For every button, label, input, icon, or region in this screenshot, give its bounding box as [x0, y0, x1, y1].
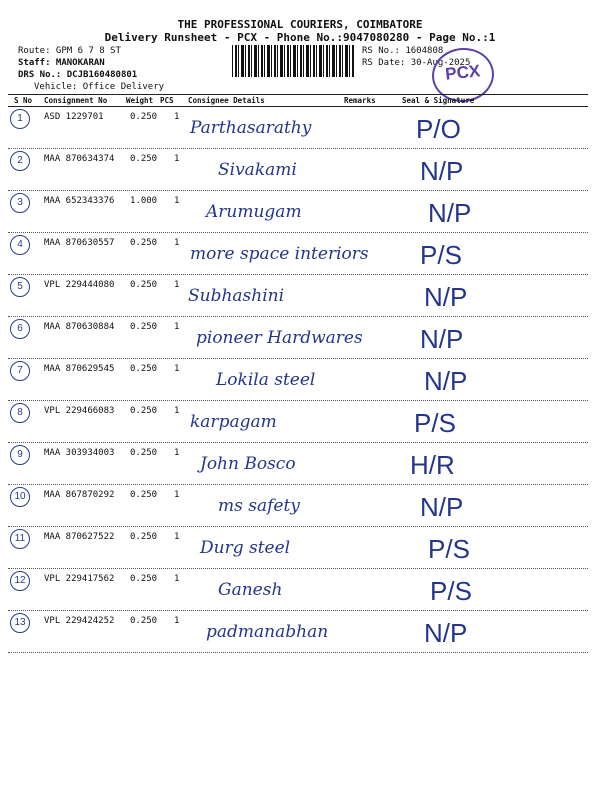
col-pcs: PCS — [160, 96, 174, 105]
consignee-handwritten: Ganesh — [218, 580, 283, 600]
consignee-handwritten: Parthasarathy — [190, 118, 312, 138]
consignment-number: MAA 870630557 — [44, 238, 115, 248]
weight-value: 0.250 — [130, 616, 158, 626]
weight-value: 0.250 — [130, 154, 158, 164]
consignment-number: MAA 870629545 — [44, 364, 115, 374]
row-divider — [8, 400, 588, 401]
signature-handwritten: P/S — [414, 408, 456, 438]
row-divider — [8, 274, 588, 275]
pcs-value: 1 — [174, 322, 180, 332]
pcx-stamp: PCX — [429, 45, 496, 105]
signature-handwritten: H/R — [410, 450, 455, 480]
pcs-value: 1 — [174, 154, 180, 164]
pcs-value: 1 — [174, 574, 180, 584]
col-consignment: Consignment No — [44, 96, 108, 105]
rs-number: RS No.: 1604808 — [362, 46, 444, 56]
consignee-handwritten: pioneer Hardwares — [196, 328, 363, 348]
row-divider — [8, 484, 588, 485]
row-number-circle: 1 — [10, 109, 30, 129]
col-weight: Weight — [126, 96, 154, 105]
row-number-circle: 4 — [10, 235, 30, 255]
pcs-value: 1 — [174, 532, 180, 542]
consignment-number: MAA 870630884 — [44, 322, 115, 332]
row-divider — [8, 526, 588, 527]
signature-handwritten: N/P — [424, 618, 468, 648]
staff-label: Staff: MANOKARAN — [18, 58, 105, 68]
weight-value: 0.250 — [130, 322, 158, 332]
consignee-handwritten: Lokila steel — [216, 370, 316, 390]
pcs-value: 1 — [174, 196, 180, 206]
consignment-number: VPL 229417562 — [44, 574, 115, 584]
signature-handwritten: N/P — [420, 492, 464, 522]
consignment-number: MAA 870627522 — [44, 532, 115, 542]
pcs-value: 1 — [174, 448, 180, 458]
weight-value: 0.250 — [130, 406, 158, 416]
signature-handwritten: N/P — [424, 282, 468, 312]
pcs-value: 1 — [174, 616, 180, 626]
row-number-circle: 2 — [10, 151, 30, 171]
row-number-circle: 11 — [10, 529, 30, 549]
consignment-number: MAA 870634374 — [44, 154, 115, 164]
row-number-circle: 5 — [10, 277, 30, 297]
vehicle-label: Vehicle: Office Delivery — [34, 82, 165, 92]
signature-handwritten: P/O — [416, 114, 461, 144]
weight-value: 0.250 — [130, 490, 158, 500]
col-sno: S No — [14, 96, 33, 105]
col-consignee: Consignee Details — [188, 96, 265, 105]
signature-handwritten: P/S — [430, 576, 472, 606]
row-number-circle: 6 — [10, 319, 30, 339]
consignee-handwritten: ms safety — [218, 496, 300, 516]
signature-handwritten: N/P — [424, 366, 468, 396]
signature-handwritten: N/P — [420, 156, 464, 186]
signature-handwritten: N/P — [420, 324, 464, 354]
consignee-handwritten: Sivakami — [218, 160, 297, 180]
header-divider — [8, 94, 588, 95]
rs-date: RS Date: 30-Aug-2025 — [362, 58, 471, 68]
pcs-value: 1 — [174, 364, 180, 374]
weight-value: 0.250 — [130, 448, 158, 458]
company-title: THE PROFESSIONAL COURIERS, COIMBATORE — [177, 18, 423, 31]
consignee-handwritten: Durg steel — [200, 538, 291, 558]
row-number-circle: 12 — [10, 571, 30, 591]
consignment-number: VPL 229466083 — [44, 406, 115, 416]
row-divider — [8, 610, 588, 611]
row-divider — [8, 568, 588, 569]
consignee-handwritten: more space interiors — [190, 244, 369, 264]
row-number-circle: 13 — [10, 613, 30, 633]
signature-handwritten: N/P — [428, 198, 472, 228]
weight-value: 0.250 — [130, 532, 158, 542]
consignment-number: VPL 229424252 — [44, 616, 115, 626]
col-remarks: Remarks — [344, 96, 376, 105]
row-number-circle: 9 — [10, 445, 30, 465]
weight-value: 0.250 — [130, 364, 158, 374]
row-divider — [8, 442, 588, 443]
pcs-value: 1 — [174, 490, 180, 500]
pcs-value: 1 — [174, 238, 180, 248]
consignment-number: ASD 1229701 — [44, 112, 104, 122]
consignment-number: MAA 303934003 — [44, 448, 115, 458]
consignment-number: VPL 229444080 — [44, 280, 115, 290]
pcs-value: 1 — [174, 112, 180, 122]
consignee-handwritten: John Bosco — [200, 454, 296, 474]
row-divider — [8, 652, 588, 653]
row-divider — [8, 232, 588, 233]
col-seal: Seal & Signature — [402, 96, 475, 105]
row-number-circle: 7 — [10, 361, 30, 381]
signature-handwritten: P/S — [428, 534, 470, 564]
weight-value: 0.250 — [130, 574, 158, 584]
consignee-handwritten: karpagam — [190, 412, 277, 432]
consignment-number: MAA 652343376 — [44, 196, 115, 206]
barcode — [232, 45, 354, 77]
consignee-handwritten: padmanabhan — [206, 622, 329, 642]
row-divider — [8, 358, 588, 359]
weight-value: 0.250 — [130, 238, 158, 248]
row-divider — [8, 316, 588, 317]
row-number-circle: 8 — [10, 403, 30, 423]
weight-value: 1.000 — [130, 196, 158, 206]
row-number-circle: 3 — [10, 193, 30, 213]
row-divider — [8, 148, 588, 149]
header-underline — [8, 106, 588, 107]
drs-label: DRS No.: DCJB160480801 — [18, 70, 138, 80]
weight-value: 0.250 — [130, 280, 158, 290]
pcs-value: 1 — [174, 406, 180, 416]
consignment-number: MAA 867870292 — [44, 490, 115, 500]
route-label: Route: GPM 6 7 8 ST — [18, 46, 121, 56]
pcs-value: 1 — [174, 280, 180, 290]
row-number-circle: 10 — [10, 487, 30, 507]
runsheet-title: Delivery Runsheet - PCX - Phone No.:9047080280 - Page No.:1 — [104, 31, 496, 44]
consignee-handwritten: Arumugam — [206, 202, 302, 222]
signature-handwritten: P/S — [420, 240, 462, 270]
consignee-handwritten: Subhashini — [188, 286, 285, 306]
weight-value: 0.250 — [130, 112, 158, 122]
row-divider — [8, 190, 588, 191]
